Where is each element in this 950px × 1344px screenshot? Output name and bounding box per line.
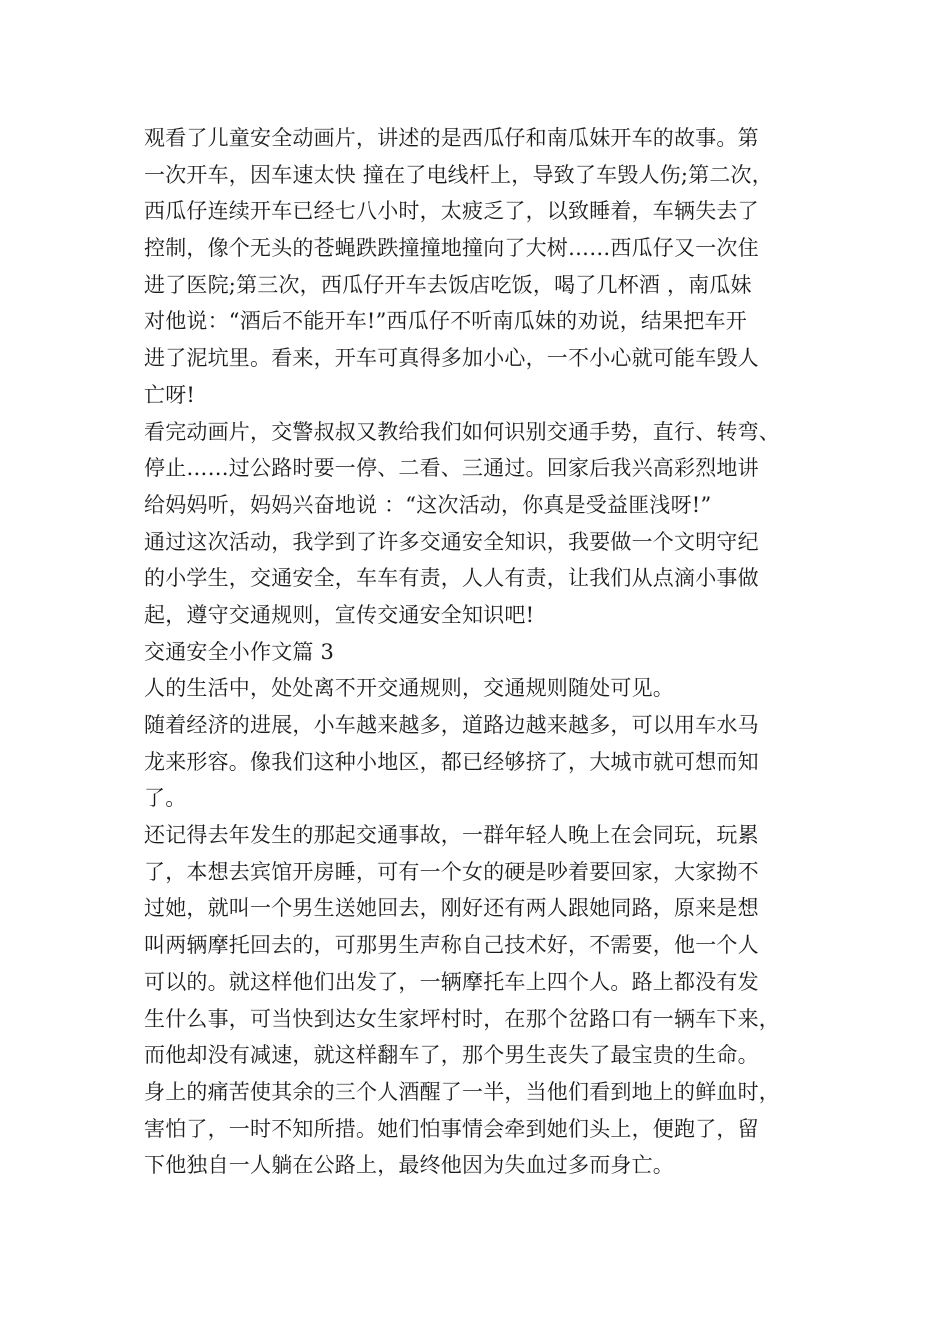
text-line: 给妈妈听，妈妈兴奋地说 ：“这次活动，你真是受益匪浅呀!” xyxy=(144,492,712,517)
text-line: 控制，像个无头的苍蝇跌跌撞撞地撞向了大树……西瓜仔又一次住 xyxy=(144,236,759,261)
text-line: 对他说：“酒后不能开车!”西瓜仔不听南瓜妹的劝说，结果把车开 xyxy=(144,309,747,334)
text-line: 了。 xyxy=(144,786,187,811)
text-line: 人的生活中，处处离不开交通规则，交通规则随处可见。 xyxy=(144,676,674,701)
text-line: 龙来形容。像我们这种小地区，都已经够挤了，大城市就可想而知 xyxy=(144,749,759,774)
text-line: 害怕了，一时不知所措。她们怕事情会牵到她们头上，便跑了，留 xyxy=(144,1116,759,1141)
text-line: 一次开车，因车速太快 撞在了电线杆上，导致了车毁人伤;第二次， xyxy=(144,162,773,187)
text-line: 亡呀! xyxy=(144,382,196,407)
text-line: 的小学生，交通安全，车车有责，人人有责，让我们从点滴小事做 xyxy=(144,566,759,591)
text-line: 还记得去年发生的那起交通事故，一群年轻人晚上在会同玩，玩累 xyxy=(144,823,759,848)
text-line: 下他独自一人躺在公路上，最终他因为失血过多而身亡。 xyxy=(144,1153,674,1178)
text-line: 了，本想去宾馆开房睡，可有一个女的硬是吵着要回家，大家拗不 xyxy=(144,859,759,884)
text-line: 观看了儿童安全动画片，讲述的是西瓜仔和南瓜妹开车的故事。第 xyxy=(144,126,759,150)
text-line: 进了医院;第三次，西瓜仔开车去饭店吃饭，喝了几杯酒 ，南瓜妹 xyxy=(144,272,752,297)
text-line: 进了泥坑里。看来，开车可真得多加小心，一不小心就可能车毁人 xyxy=(144,346,759,371)
document-body xyxy=(144,120,828,1184)
text-line: 身上的痛苦使其余的三个人酒醒了一半，当他们看到地上的鲜血时， xyxy=(144,1079,780,1104)
text-line: 看完动画片，交警叔叔又教给我们如何识别交通手势，直行、转弯、 xyxy=(144,419,780,444)
text-line: 随着经济的进展，小车越来越多，道路边越来越多，可以用车水马 xyxy=(144,713,759,737)
text-line: 可以的。就这样他们出发了，一辆摩托车上四个人。路上都没有发 xyxy=(144,969,759,994)
section-heading: 交通安全小作文篇 3 xyxy=(144,639,335,664)
text-line: 而他却没有减速，就这样翻车了，那个男生丧失了最宝贵的生命。 xyxy=(144,1043,759,1068)
text-line: 叫两辆摩托回去的，可那男生声称自己技术好，不需要，他一个人 xyxy=(144,933,759,958)
text-line: 停止……过公路时要一停、二看、三通过。回家后我兴高彩烈地讲 xyxy=(144,456,759,481)
text-line: 过她，就叫一个男生送她回去，刚好还有两人跟她同路，原来是想 xyxy=(144,896,759,921)
text-line: 起，遵守交通规则，宣传交通安全知识吧! xyxy=(144,602,535,627)
text-line: 通过这次活动，我学到了许多交通安全知识，我要做一个文明守纪 xyxy=(144,529,759,554)
text-line: 生什么事，可当快到达女生家坪村时，在那个岔路口有一辆车下来， xyxy=(144,1006,780,1031)
text-line: 西瓜仔连续开车已经七八小时，太疲乏了，以致睡着，车辆失去了 xyxy=(144,199,759,224)
